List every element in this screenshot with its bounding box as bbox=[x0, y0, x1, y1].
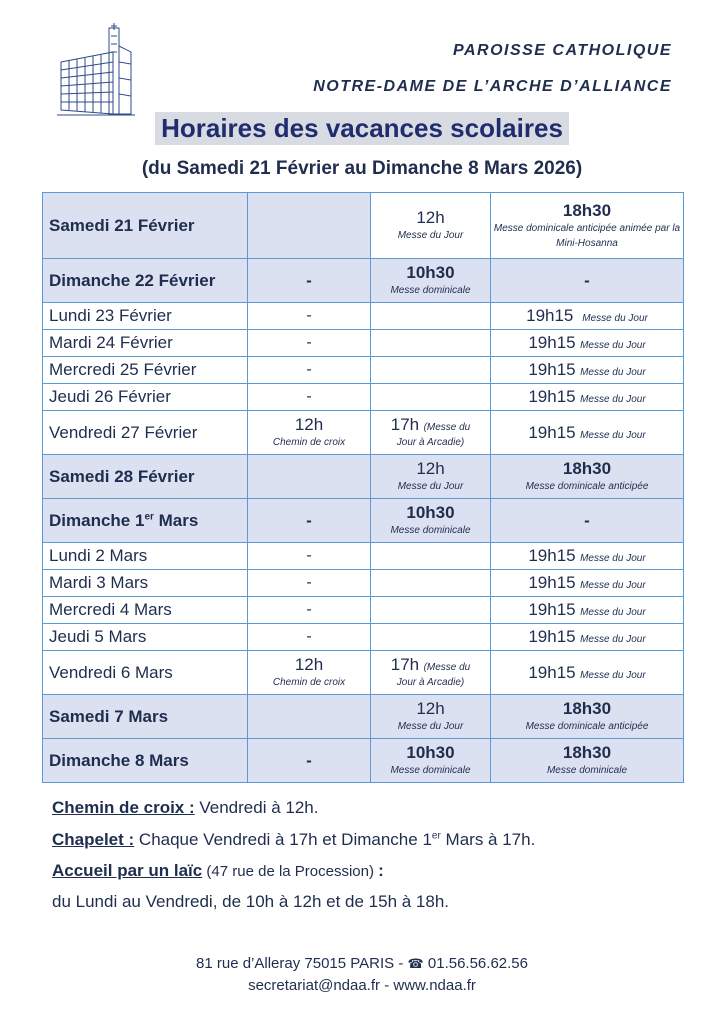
footer-phone: 01.56.56.62.56 bbox=[423, 955, 528, 972]
time-cell: 19h15 Messe du Jour bbox=[491, 570, 684, 597]
dash-cell: - bbox=[248, 357, 371, 384]
table-row bbox=[43, 739, 684, 783]
info-text: Vendredi à 12h. bbox=[194, 798, 319, 817]
info-label: Chapelet : bbox=[52, 830, 135, 849]
info-chemin-de-croix bbox=[52, 798, 318, 818]
info-address: (47 rue de la Procession) bbox=[202, 863, 379, 880]
day-cell: Samedi 28 Février bbox=[43, 455, 248, 499]
parish-name-line2: NOTRE-DAME DE L’ARCHE D’ALLIANCE bbox=[313, 78, 672, 95]
info-accueil-hours: du Lundi au Vendredi, de 10h à 12h et de 15h à 18h. bbox=[52, 892, 450, 911]
footer-address: 81 rue d’Alleray 75015 PARIS - ☎ 01.56.56.62.56 bbox=[196, 955, 528, 972]
time-cell: 19h15 Messe du Jour bbox=[491, 624, 684, 651]
table-row bbox=[43, 624, 684, 651]
page-title: Horaires des vacances scolaires bbox=[155, 112, 569, 145]
time-cell: 12h Messe du Jour bbox=[371, 695, 491, 739]
time-cell: 18h30 Messe dominicale anticipée animée par la Mini-Hosanna bbox=[491, 193, 684, 259]
empty-cell bbox=[371, 384, 491, 411]
empty-cell bbox=[248, 193, 371, 259]
time-cell: 17h (Messe du Jour à Arcadie) bbox=[371, 411, 491, 455]
telephone-icon: ☎ bbox=[407, 956, 424, 971]
info-label: Accueil par un laïc bbox=[52, 861, 203, 880]
time-cell: 19h15 Messe du Jour bbox=[491, 651, 684, 695]
schedule-table bbox=[42, 192, 684, 783]
table-row bbox=[43, 570, 684, 597]
info-accueil: Accueil par un laïc (47 rue de la Procession) : bbox=[52, 861, 384, 880]
day-cell: Vendredi 27 Février bbox=[43, 411, 248, 455]
dash-cell: - bbox=[248, 499, 371, 543]
time-cell: 19h15 Messe du Jour bbox=[491, 384, 684, 411]
table-row bbox=[43, 543, 684, 570]
dash-cell: - bbox=[248, 543, 371, 570]
day-cell: Dimanche 1er Mars bbox=[43, 499, 248, 543]
empty-cell bbox=[371, 570, 491, 597]
day-cell: Vendredi 6 Mars bbox=[43, 651, 248, 695]
dash-cell: - bbox=[491, 259, 684, 303]
table-row bbox=[43, 695, 684, 739]
time-cell: 17h (Messe du Jour à Arcadie) bbox=[371, 651, 491, 695]
time-cell: 10h30 Messe dominicale bbox=[371, 739, 491, 783]
empty-cell bbox=[371, 597, 491, 624]
info-text: Mars à 17h. bbox=[440, 830, 536, 849]
day-cell: Mardi 24 Février bbox=[43, 330, 248, 357]
time-cell: 19h15 Messe du Jour bbox=[491, 357, 684, 384]
empty-cell bbox=[371, 303, 491, 330]
table-row bbox=[43, 384, 684, 411]
dash-cell: - bbox=[248, 597, 371, 624]
parish-name-line1: PAROISSE CATHOLIQUE bbox=[452, 42, 672, 59]
dash-cell: - bbox=[248, 739, 371, 783]
info-text: Chaque Vendredi à 17h et Dimanche 1 bbox=[134, 830, 432, 849]
time-cell: 19h15 Messe du Jour bbox=[491, 303, 684, 330]
info-chapelet: Chapelet : Chaque Vendredi à 17h et Dimanche 1er Mars à 17h. bbox=[52, 830, 536, 849]
table-row bbox=[43, 455, 684, 499]
footer-contact: secretariat@ndaa.fr - www.ndaa.fr bbox=[248, 977, 476, 994]
dash-cell: - bbox=[248, 330, 371, 357]
dash-cell: - bbox=[248, 259, 371, 303]
time-cell: 12h Messe du Jour bbox=[371, 193, 491, 259]
day-cell: Jeudi 5 Mars bbox=[43, 624, 248, 651]
day-cell: Samedi 21 Février bbox=[43, 193, 248, 259]
table-row bbox=[43, 303, 684, 330]
time-cell: 18h30 Messe dominicale bbox=[491, 739, 684, 783]
table-row bbox=[43, 411, 684, 455]
time-cell: 12h Chemin de croix bbox=[248, 411, 371, 455]
day-cell: Samedi 7 Mars bbox=[43, 695, 248, 739]
table-row bbox=[43, 193, 684, 259]
time-cell: 19h15 Messe du Jour bbox=[491, 411, 684, 455]
empty-cell bbox=[371, 330, 491, 357]
empty-cell bbox=[248, 695, 371, 739]
dash-cell: - bbox=[248, 303, 371, 330]
time-cell: 12h Chemin de croix bbox=[248, 651, 371, 695]
day-cell: Lundi 2 Mars bbox=[43, 543, 248, 570]
table-row bbox=[43, 651, 684, 695]
table-row bbox=[43, 330, 684, 357]
info-label: Chemin de croix : bbox=[52, 798, 195, 817]
page-subtitle: (du Samedi 21 Février au Dimanche 8 Mars 2026) bbox=[141, 158, 583, 179]
time-cell: 19h15 Messe du Jour bbox=[491, 330, 684, 357]
day-cell: Dimanche 22 Février bbox=[43, 259, 248, 303]
time-cell: 18h30 Messe dominicale anticipée bbox=[491, 695, 684, 739]
day-cell: Mardi 3 Mars bbox=[43, 570, 248, 597]
time-cell: 18h30 Messe dominicale anticipée bbox=[491, 455, 684, 499]
table-row bbox=[43, 499, 684, 543]
table-row bbox=[43, 597, 684, 624]
day-cell: Lundi 23 Février bbox=[43, 303, 248, 330]
day-cell: Mercredi 4 Mars bbox=[43, 597, 248, 624]
day-cell: Dimanche 8 Mars bbox=[43, 739, 248, 783]
time-cell: 19h15 Messe du Jour bbox=[491, 597, 684, 624]
empty-cell bbox=[371, 543, 491, 570]
dash-cell: - bbox=[491, 499, 684, 543]
time-cell: 10h30 Messe dominicale bbox=[371, 259, 491, 303]
table-row bbox=[43, 357, 684, 384]
empty-cell bbox=[248, 455, 371, 499]
day-cell: Jeudi 26 Février bbox=[43, 384, 248, 411]
time-cell: 12h Messe du Jour bbox=[371, 455, 491, 499]
dash-cell: - bbox=[248, 570, 371, 597]
dash-cell: - bbox=[248, 384, 371, 411]
table-row bbox=[43, 259, 684, 303]
church-tower-logo bbox=[55, 22, 137, 118]
dash-cell: - bbox=[248, 624, 371, 651]
empty-cell bbox=[371, 357, 491, 384]
day-cell: Mercredi 25 Février bbox=[43, 357, 248, 384]
time-cell: 10h30 Messe dominicale bbox=[371, 499, 491, 543]
empty-cell bbox=[371, 624, 491, 651]
time-cell: 19h15 Messe du Jour bbox=[491, 543, 684, 570]
